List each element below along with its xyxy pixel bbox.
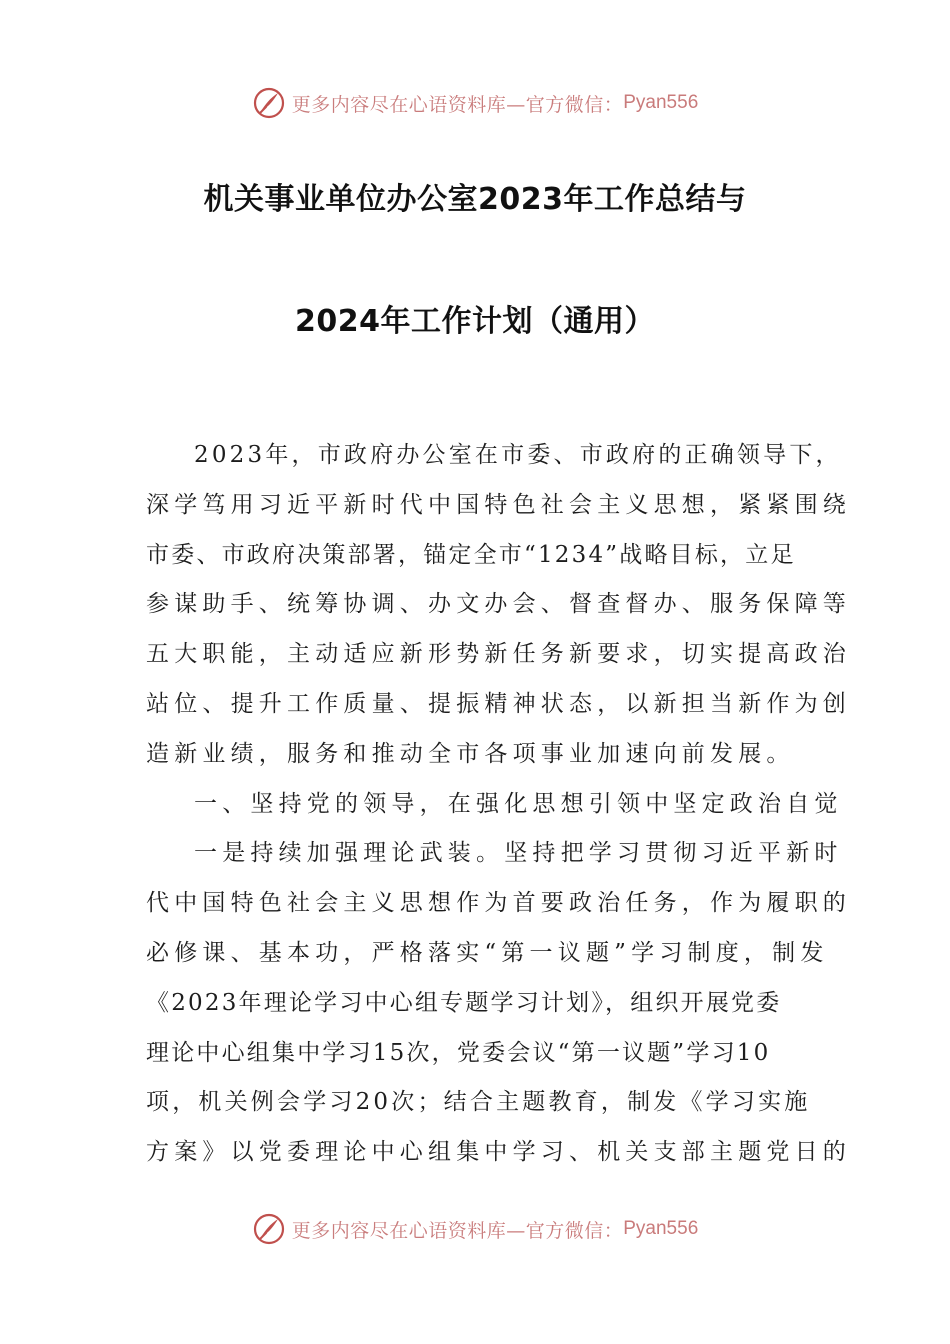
body-line: 五大职能，主动适应新形势新任务新要求，切实提高政治 xyxy=(146,641,851,668)
body-line: 方案》以党委理论中心组集中学习、机关支部主题党日的 xyxy=(146,1139,851,1166)
quill-logo-icon xyxy=(252,1212,286,1246)
document-title-line-2: 2024年工作计划（通用） xyxy=(295,304,655,339)
body-line: 《2023年理论学习中心组专题学习计划》，组织开展党委 xyxy=(146,989,782,1016)
document-title-line-1: 机关事业单位办公室2023年工作总结与 xyxy=(203,182,747,217)
body-line: 项，机关例会学习20次；结合主题教育，制发《学习实施 xyxy=(146,1089,811,1116)
watermark-wechat-id: Pyan556 xyxy=(623,1218,699,1239)
body-line: 代中国特色社会主义思想作为首要政治任务，作为履职的 xyxy=(146,890,851,917)
watermark-text: 更多内容尽在心语资料库—官方微信： xyxy=(291,1219,624,1242)
body-line: 站位、提升工作质量、提振精神状态，以新担当新作为创 xyxy=(146,690,851,717)
body-line: 市委、市政府决策部署，锚定全市“1234”战略目标，立足 xyxy=(146,541,796,568)
quill-logo-icon xyxy=(252,86,286,120)
footer-watermark xyxy=(0,1212,950,1246)
watermark-text: 更多内容尽在心语资料库—官方微信： xyxy=(291,93,624,116)
body-line: 必修课、基本功，严格落实“第一议题”学习制度，制发 xyxy=(146,939,829,966)
body-line: 2023年，市政府办公室在市委、市政府的正确领导下， xyxy=(194,442,842,468)
body-line: 一是持续加强理论武装。坚持把学习贯彻习近平新时 xyxy=(194,840,843,867)
body-line: 深学笃用习近平新时代中国特色社会主义思想，紧紧围绕 xyxy=(146,491,851,518)
body-line: 造新业绩，服务和推动全市各项事业加速向前发展。 xyxy=(146,740,795,767)
section-heading: 一、坚持党的领导，在强化思想引领中坚定政治自觉 xyxy=(194,790,843,817)
document-body xyxy=(146,431,851,1178)
body-line: 理论中心组集中学习15次，党委会议“第一议题”学习10 xyxy=(146,1039,771,1066)
watermark-wechat-id: Pyan556 xyxy=(623,92,699,113)
header-watermark xyxy=(0,86,950,120)
body-line: 参谋助手、统筹协调、办文办会、督查督办、服务保障等 xyxy=(146,591,851,618)
